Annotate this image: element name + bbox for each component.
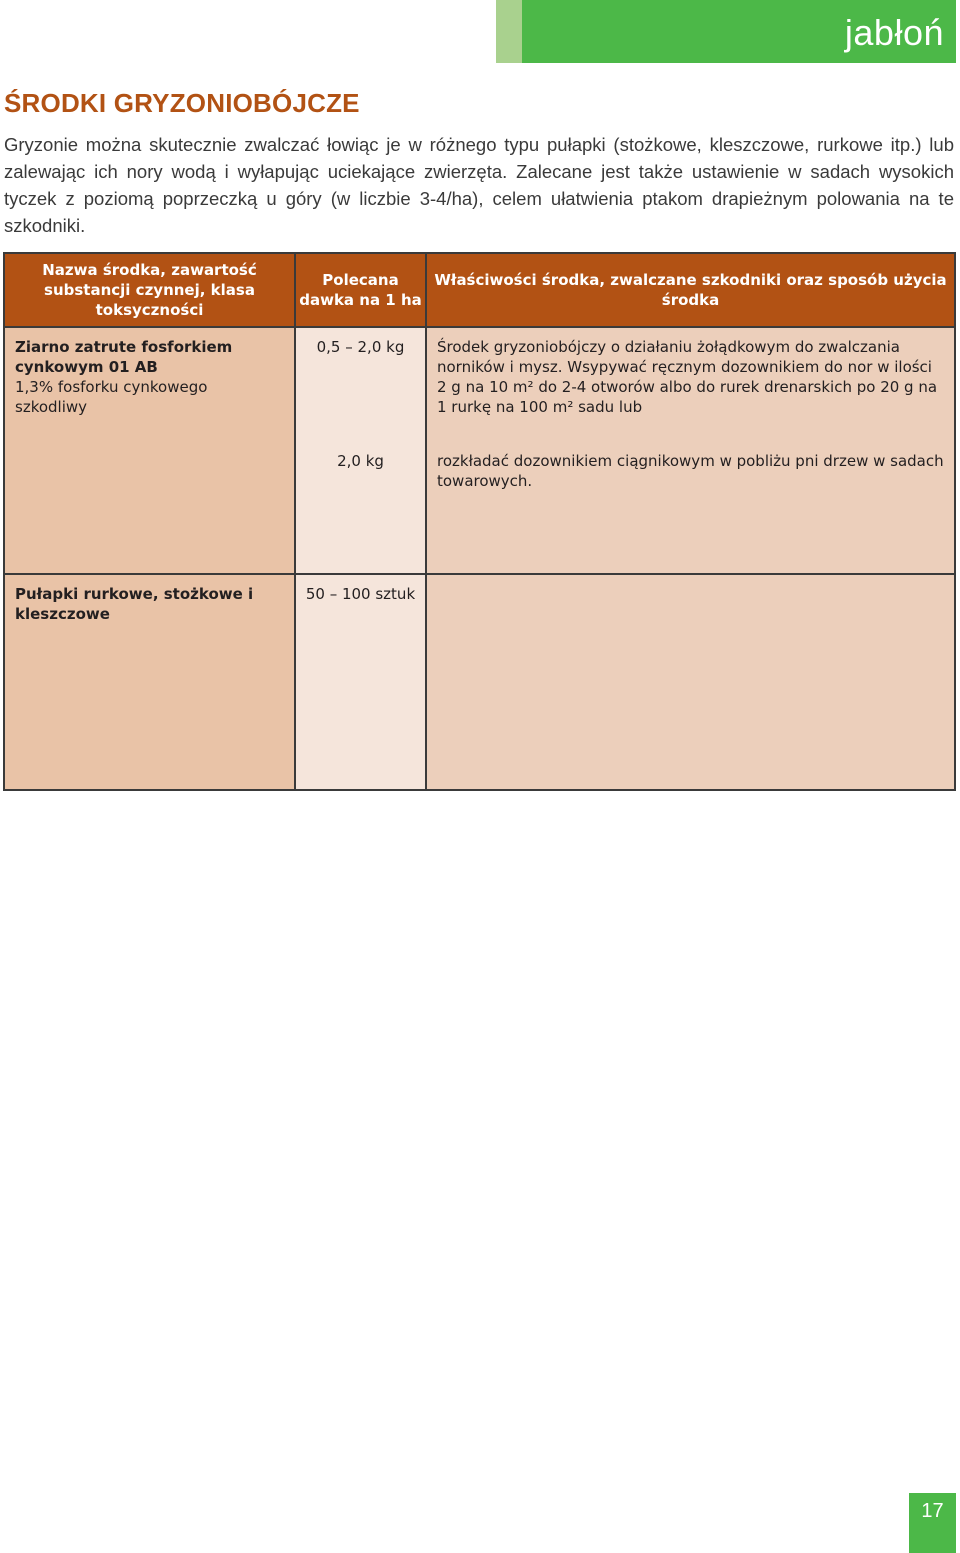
intro-paragraph: Gryzonie można skutecznie zwalczać łowiąc je w różnego typu pułapki (stożkowe, kleszczowe, rurkowe itp.) lub zalewając ich nory wodą i wyłapując uciekające zwierzęta. Zalecane jest także ustawienie w sadach wysokich tyczek z poziomą poprzeczką u góry (w liczbie 3-4/ha), celem ułatwienia ptakom drapieżnym polowania na te szkodniki.: [4, 134, 954, 236]
product-content: 1,3% fosforku cynkowego: [15, 378, 208, 396]
product-toxicity: szkodliwy: [15, 398, 88, 416]
page-number: 17: [921, 1500, 944, 1522]
table-row: [4, 574, 955, 790]
page-title: ŚRODKI GRYZONIOBÓJCZE: [4, 88, 360, 118]
table-header-row: [4, 253, 955, 327]
cell-dose: [295, 439, 426, 574]
cell-description: [426, 439, 955, 574]
cell-dose: [295, 574, 426, 790]
header-tab-accent: [496, 0, 522, 63]
cell-dose: [295, 327, 426, 439]
cell-description: [426, 327, 955, 439]
section-label: jabłoń: [844, 12, 944, 53]
description-text: Środek gryzoniobójczy o działaniu żołądkowym do zwalczania norników i mysz. Wsypywać ręcznym dozownikiem do nor w ilości 2 g na 10 m² do 2-4 otworów albo do rurek drenarskich po 20 g na 1 rurkę na 100 m² sadu lub: [437, 338, 938, 416]
pesticide-table: [3, 252, 956, 791]
header-col-name: [4, 253, 295, 327]
cell-description: [426, 574, 955, 790]
description-text: [427, 575, 954, 593]
table-row: [4, 327, 955, 439]
header-col-dose-label: Polecana dawka na 1 ha: [299, 271, 422, 309]
dose-value: 50 – 100 sztuk: [305, 585, 416, 603]
header-col-name-label: Nazwa środka, zawartość substancji czynnej, klasa toksyczności: [42, 261, 257, 319]
product-name: Ziarno zatrute fosforkiem cynkowym 01 AB: [15, 338, 233, 376]
header-col-description: [426, 253, 955, 327]
cell-product: [4, 327, 295, 574]
header-col-dose: [295, 253, 426, 327]
cell-product: [4, 574, 295, 790]
description-text: rozkładać dozownikiem ciągnikowym w pobliżu pni drzew w sadach towarowych.: [437, 452, 944, 490]
dose-value: 0,5 – 2,0 kg: [316, 338, 405, 356]
dose-value: 2,0 kg: [337, 452, 384, 470]
header-col-description-label: Właściwości środka, zwalczane szkodniki oraz sposób użycia środka: [434, 271, 947, 309]
product-name: Pułapki rurkowe, stożkowe i kleszczowe: [15, 585, 254, 623]
